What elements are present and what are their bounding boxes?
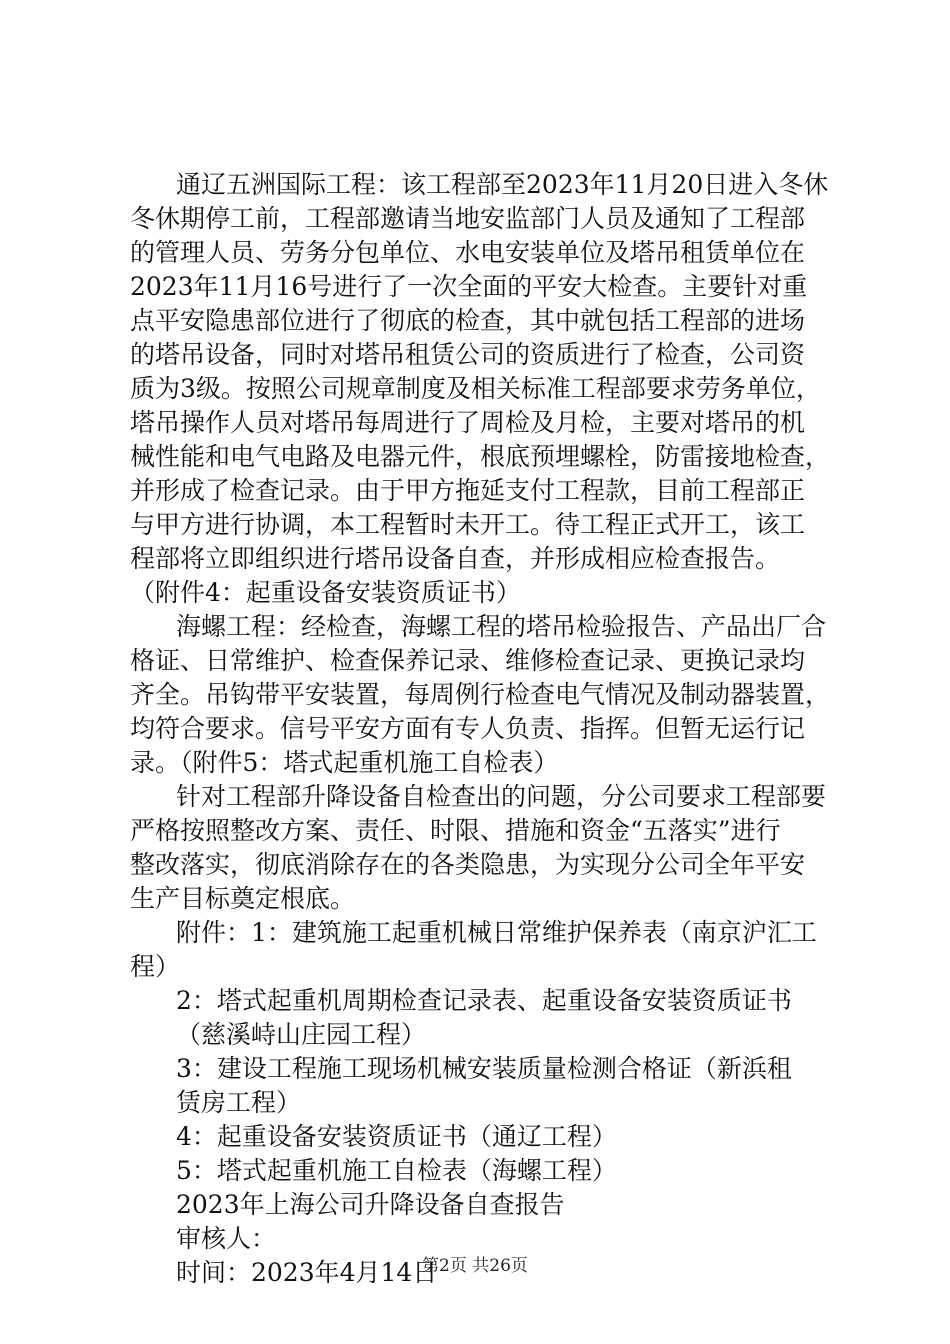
text-line: 并形成了检查记录。由于甲方拖延支付工程款，目前工程部正 bbox=[130, 476, 806, 505]
text-line: 的管理人员、劳务分包单位、水电安装单位及塔吊租赁单位在 bbox=[130, 238, 806, 267]
text-line: 质为3级。按照公司规章制度及相关标准工程部要求劳务单位， bbox=[130, 374, 821, 403]
text-line: 2：塔式起重机周期检查记录表、起重设备安装资质证书 bbox=[176, 986, 792, 1015]
text-line: 3：建设工程施工现场机械安装质量检测合格证（新浜租 bbox=[176, 1054, 792, 1083]
text-line: 审核人： bbox=[176, 1224, 277, 1253]
text-line: 的塔吊设备，同时对塔吊租赁公司的资质进行了检查，公司资 bbox=[130, 340, 806, 369]
page-footer: 第2页 共26页 bbox=[422, 1256, 528, 1276]
text-line: 均符合要求。信号平安方面有专人负责、指挥。但暂无运行记 bbox=[130, 714, 806, 743]
text-line: 5：塔式起重机施工自检表（海螺工程） bbox=[176, 1156, 617, 1185]
text-line: 附件：1：建筑施工起重机械日常维护保养表（南京沪汇工 bbox=[176, 918, 817, 947]
text-line: 时间：2023年4月14日 bbox=[176, 1258, 438, 1287]
text-line: 塔吊操作人员对塔吊每周进行了周检及月检，主要对塔吊的机 bbox=[130, 408, 806, 437]
text-line: 格证、日常维护、检查保养记录、维修检查记录、更换记录均 bbox=[130, 646, 806, 675]
text-line: 械性能和电气电路及电器元件，根底预埋螺栓，防雷接地检查， bbox=[130, 442, 831, 471]
text-line: 与甲方进行协调，本工程暂时未开工。待工程正式开工，该工 bbox=[130, 510, 806, 539]
text-line: 程部将立即组织进行塔吊设备自查，并形成相应检查报告。 bbox=[130, 544, 781, 573]
text-line: 整改落实，彻底消除存在的各类隐患，为实现分公司全年平安 bbox=[130, 850, 806, 879]
text-line: （慈溪峙山庄园工程） bbox=[176, 1020, 427, 1049]
text-line: 齐全。吊钩带平安装置，每周例行检查电气情况及制动器装置， bbox=[130, 680, 831, 709]
text-line: 生产目标奠定根底。 bbox=[130, 884, 356, 913]
text-line: （附件4：起重设备安装资质证书） bbox=[130, 578, 521, 607]
document-body bbox=[130, 168, 842, 1290]
text-line: 通辽五洲国际工程：该工程部至2023年11月20日进入冬休 bbox=[176, 170, 829, 199]
text-line: 程） bbox=[130, 952, 181, 981]
text-line: 海螺工程：经检查，海螺工程的塔吊检验报告、产品出厂合 bbox=[176, 612, 827, 641]
text-line: 点平安隐患部位进行了彻底的检查，其中就包括工程部的进场 bbox=[130, 306, 806, 335]
text-line: 录。（附件5：塔式起重机施工自检表） bbox=[130, 748, 559, 777]
text-line: 冬休期停工前，工程部邀请当地安监部门人员及通知了工程部 bbox=[130, 204, 806, 233]
text-line: 严格按照整改方案、责任、时限、措施和资金“五落实”进行 bbox=[130, 816, 781, 845]
text-line: 赁房工程） bbox=[176, 1088, 302, 1117]
text-line: 4：起重设备安装资质证书（通辽工程） bbox=[176, 1122, 617, 1151]
text-line: 2023年11月16号进行了一次全面的平安大检查。主要针对重 bbox=[130, 272, 808, 301]
text-line: 2023年上海公司升降设备自查报告 bbox=[176, 1190, 565, 1219]
text-line: 针对工程部升降设备自检查出的问题，分公司要求工程部要 bbox=[176, 782, 827, 811]
